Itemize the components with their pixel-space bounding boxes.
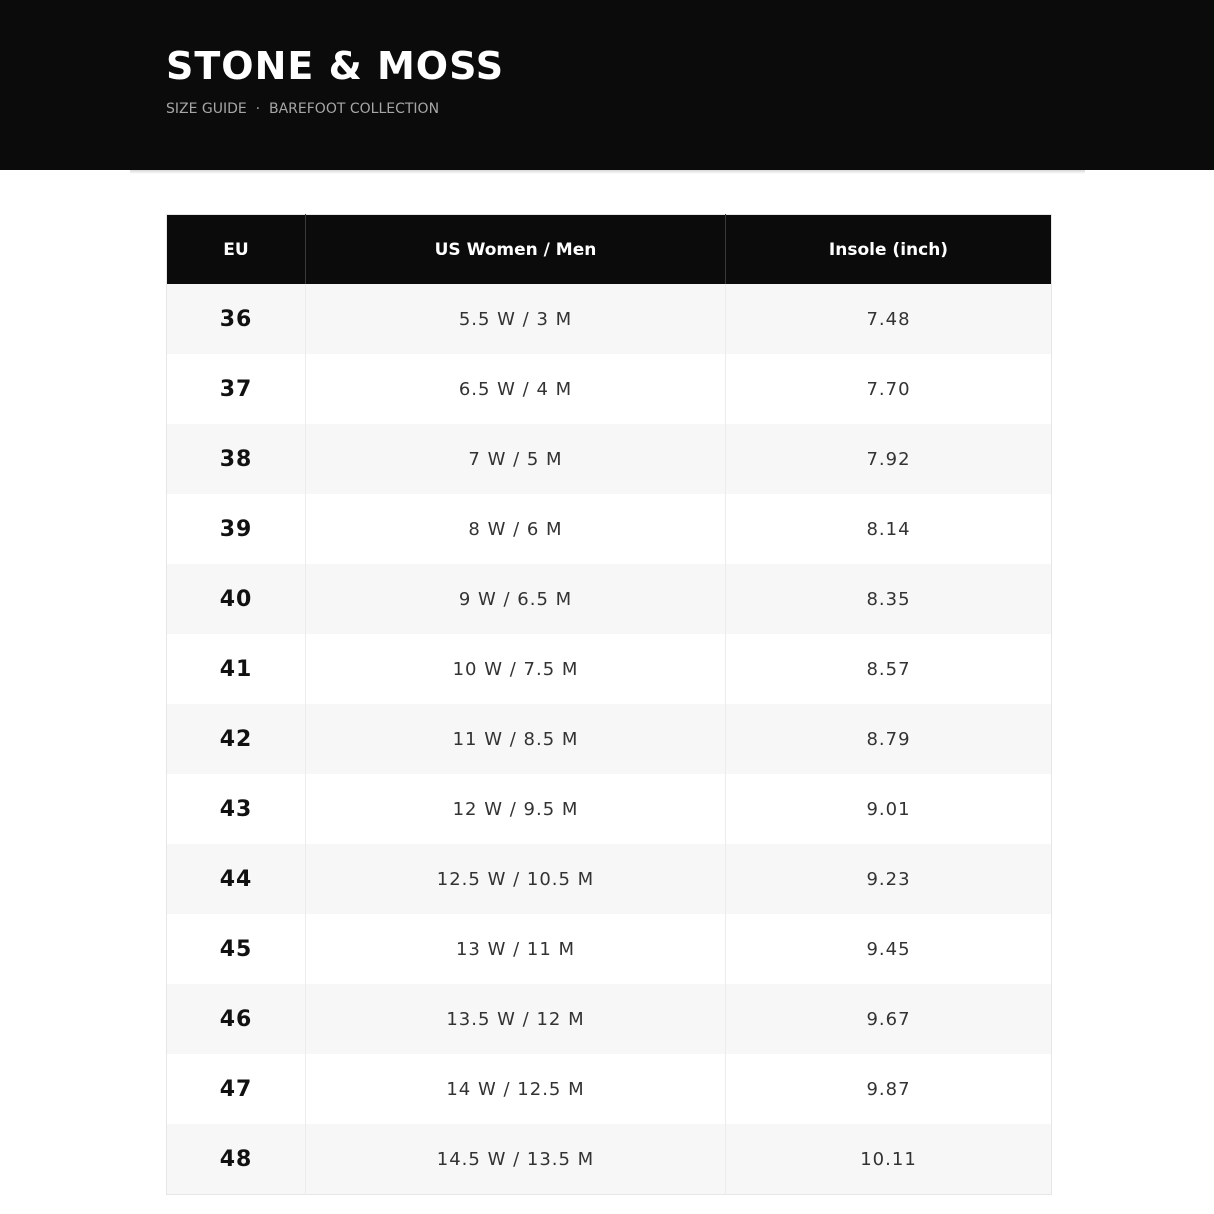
table-row	[167, 634, 1052, 704]
eu-size-cell: 44	[167, 844, 306, 914]
header-divider	[130, 170, 1085, 174]
table-row	[167, 564, 1052, 634]
column-header-eu: EU	[167, 215, 306, 285]
table-row	[167, 284, 1052, 354]
eu-size-cell: 45	[167, 914, 306, 984]
table-row	[167, 774, 1052, 844]
insole-cell: 7.92	[726, 424, 1052, 494]
insole-cell: 7.70	[726, 354, 1052, 424]
eu-size-cell: 37	[167, 354, 306, 424]
eu-size-cell: 43	[167, 774, 306, 844]
column-header-us: US Women / Men	[306, 215, 726, 285]
insole-cell: 8.35	[726, 564, 1052, 634]
us-size-cell: 13 W / 11 M	[306, 914, 726, 984]
eu-size-cell: 36	[167, 284, 306, 354]
insole-cell: 9.67	[726, 984, 1052, 1054]
eu-size-cell: 47	[167, 1054, 306, 1124]
insole-cell: 8.79	[726, 704, 1052, 774]
table-row	[167, 1124, 1052, 1195]
insole-cell: 7.48	[726, 284, 1052, 354]
eu-size-cell: 46	[167, 984, 306, 1054]
insole-cell: 8.14	[726, 494, 1052, 564]
table-row	[167, 844, 1052, 914]
eu-size-cell: 41	[167, 634, 306, 704]
eu-size-cell: 42	[167, 704, 306, 774]
brand-title: STONE & MOSS	[166, 44, 505, 88]
us-size-cell: 10 W / 7.5 M	[306, 634, 726, 704]
us-size-cell: 14.5 W / 13.5 M	[306, 1124, 726, 1195]
table-row	[167, 914, 1052, 984]
eu-size-cell: 48	[167, 1124, 306, 1195]
insole-cell: 9.01	[726, 774, 1052, 844]
column-header-insole: Insole (inch)	[726, 215, 1052, 285]
us-size-cell: 8 W / 6 M	[306, 494, 726, 564]
table-row	[167, 984, 1052, 1054]
eu-size-cell: 40	[167, 564, 306, 634]
brand-header	[0, 0, 1214, 170]
us-size-cell: 9 W / 6.5 M	[306, 564, 726, 634]
table-row	[167, 424, 1052, 494]
table-row	[167, 494, 1052, 564]
insole-cell: 9.23	[726, 844, 1052, 914]
size-chart-table	[166, 214, 1052, 1195]
us-size-cell: 14 W / 12.5 M	[306, 1054, 726, 1124]
us-size-cell: 7 W / 5 M	[306, 424, 726, 494]
table-row	[167, 704, 1052, 774]
us-size-cell: 12 W / 9.5 M	[306, 774, 726, 844]
insole-cell: 10.11	[726, 1124, 1052, 1195]
table-row	[167, 1054, 1052, 1124]
insole-cell: 9.45	[726, 914, 1052, 984]
us-size-cell: 5.5 W / 3 M	[306, 284, 726, 354]
us-size-cell: 12.5 W / 10.5 M	[306, 844, 726, 914]
table-header-row	[167, 215, 1052, 285]
us-size-cell: 6.5 W / 4 M	[306, 354, 726, 424]
insole-cell: 9.87	[726, 1054, 1052, 1124]
us-size-cell: 13.5 W / 12 M	[306, 984, 726, 1054]
eu-size-cell: 39	[167, 494, 306, 564]
insole-cell: 8.57	[726, 634, 1052, 704]
page-subtitle: SIZE GUIDE · BAREFOOT COLLECTION	[166, 101, 440, 117]
table-row	[167, 354, 1052, 424]
eu-size-cell: 38	[167, 424, 306, 494]
us-size-cell: 11 W / 8.5 M	[306, 704, 726, 774]
